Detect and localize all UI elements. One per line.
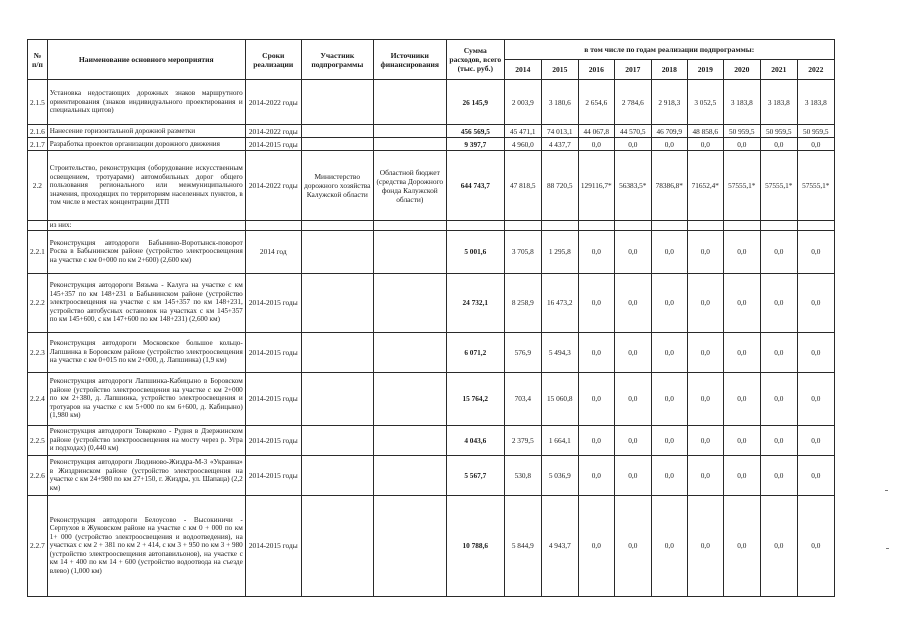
measure-name: Реконструкция автодороги Товарково - Рудня в Дзержинском районе (устройство электроосвещения на мосту через р. Угра и подходах) (0,440 км) <box>47 425 245 455</box>
year-value-2017: 0,0 <box>614 372 651 425</box>
year-value-2020: 0,0 <box>723 372 760 425</box>
year-value-2017: 0,0 <box>614 273 651 332</box>
year-value-2021: 57555,1* <box>760 151 797 221</box>
year-value-2017: 0,0 <box>614 230 651 273</box>
total-amount: 26 145,9 <box>446 80 504 125</box>
total-amount: 4 043,6 <box>446 425 504 455</box>
row-number: 2.1.6 <box>28 125 48 138</box>
year-value-2015 <box>541 221 578 231</box>
year-value-2019: 48 858,6 <box>687 125 723 138</box>
year-value-2018: 0,0 <box>651 425 687 455</box>
total-amount: 644 743,7 <box>446 151 504 221</box>
year-value-2019: 0,0 <box>687 273 723 332</box>
program-participant <box>301 221 373 231</box>
year-value-2015: 4 437,7 <box>541 138 578 151</box>
year-header-2020: 2020 <box>723 60 760 80</box>
year-header-2015: 2015 <box>541 60 578 80</box>
year-value-2020: 0,0 <box>723 138 760 151</box>
year-value-2015: 16 473,2 <box>541 273 578 332</box>
year-header-2014: 2014 <box>504 60 541 80</box>
table-row <box>28 372 835 425</box>
year-value-2017: 0,0 <box>614 455 651 495</box>
col-header-period: Сроки реализации <box>245 40 301 80</box>
year-header-2021: 2021 <box>760 60 797 80</box>
row-number <box>28 221 48 231</box>
year-value-2018: 0,0 <box>651 273 687 332</box>
year-value-2021: 50 959,5 <box>760 125 797 138</box>
table-row <box>28 495 835 596</box>
measure-name: Нанесение горизонтальной дорожной разметки <box>47 125 245 138</box>
year-value-2019: 0,0 <box>687 372 723 425</box>
year-value-2019: 0,0 <box>687 230 723 273</box>
year-value-2014: 2 003,9 <box>504 80 541 125</box>
program-participant <box>301 332 373 372</box>
year-value-2021: 0,0 <box>760 138 797 151</box>
row-number: 2.2.4 <box>28 372 48 425</box>
year-value-2014: 703,4 <box>504 372 541 425</box>
year-value-2019: 71652,4* <box>687 151 723 221</box>
year-value-2017: 44 570,5 <box>614 125 651 138</box>
measure-name: Реконструкция автодороги Бабынино-Воротынск-поворот Росва в Бабынинском районе (устройство электроосвещения на участке с км 0+000 по км 2+600) (2,600 км) <box>47 230 245 273</box>
program-participant <box>301 230 373 273</box>
year-value-2020: 3 183,8 <box>723 80 760 125</box>
year-value-2019: 0,0 <box>687 425 723 455</box>
year-value-2015: 1 664,1 <box>541 425 578 455</box>
financing-source <box>373 221 446 231</box>
total-amount: 5 001,6 <box>446 230 504 273</box>
col-header-name: Наименование основного мероприятия <box>47 40 245 80</box>
program-participant <box>301 495 373 596</box>
table-row <box>28 221 835 231</box>
implementation-period: 2014 год <box>245 230 301 273</box>
row-number: 2.1.7 <box>28 138 48 151</box>
total-amount <box>446 221 504 231</box>
year-value-2017: 2 784,6 <box>614 80 651 125</box>
col-header-sum: Сумма расходов, всего (тыс. руб.) <box>446 40 504 80</box>
program-participant: Министерство дорожного хозяйства Калужской области <box>301 151 373 221</box>
year-value-2015: 4 943,7 <box>541 495 578 596</box>
year-value-2018: 78386,8* <box>651 151 687 221</box>
year-value-2014: 530,8 <box>504 455 541 495</box>
measure-name: Реконструкция автодороги Людиново-Жиздра-М-3 «Украина» в Жиздринском районе (устройство электроосвещения на участке с км 24+980 по км 27+150, г. Жиздра, ул. Шапаца) (2,2 км) <box>47 455 245 495</box>
col-header-no: № п/п <box>28 40 48 80</box>
year-value-2019 <box>687 221 723 231</box>
year-value-2015: 5 036,9 <box>541 455 578 495</box>
financing-source <box>373 332 446 372</box>
measure-name: из них: <box>47 221 245 231</box>
table-row <box>28 273 835 332</box>
year-value-2022 <box>797 221 834 231</box>
implementation-period: 2014-2015 годы <box>245 495 301 596</box>
table-row <box>28 125 835 138</box>
year-value-2022: 50 959,5 <box>797 125 834 138</box>
year-value-2018: 0,0 <box>651 138 687 151</box>
total-amount: 5 567,7 <box>446 455 504 495</box>
year-value-2021: 0,0 <box>760 230 797 273</box>
year-value-2016: 0,0 <box>578 273 614 332</box>
row-number: 2.2 <box>28 151 48 221</box>
measure-name: Реконструкция автодороги Вязьма - Калуга на участке с км 145+357 по км 148+231 в Бабынинском районе (устройство электроосвещения на участке с км 145+357 по км 148+231, устройство автобусных остановок на участках с км 145+357 по км 145+600, с км 147+600 по км 148+231) (2,600 км) <box>47 273 245 332</box>
year-value-2022: 3 183,8 <box>797 80 834 125</box>
program-table <box>27 39 835 597</box>
table-row <box>28 151 835 221</box>
year-value-2022: 0,0 <box>797 372 834 425</box>
implementation-period: 2014-2015 годы <box>245 455 301 495</box>
total-amount: 15 764,2 <box>446 372 504 425</box>
year-value-2022: 57555,1* <box>797 151 834 221</box>
row-number: 2.2.6 <box>28 455 48 495</box>
margin-tick <box>886 548 889 549</box>
year-value-2020: 0,0 <box>723 495 760 596</box>
year-value-2019: 0,0 <box>687 138 723 151</box>
year-value-2018: 2 918,3 <box>651 80 687 125</box>
year-value-2014: 45 471,1 <box>504 125 541 138</box>
financing-source <box>373 125 446 138</box>
year-value-2020: 0,0 <box>723 273 760 332</box>
col-header-participant: Участник подпрограммы <box>301 40 373 80</box>
year-value-2021: 0,0 <box>760 273 797 332</box>
year-value-2017: 56383,5* <box>614 151 651 221</box>
year-header-2017: 2017 <box>614 60 651 80</box>
implementation-period: 2014-2015 годы <box>245 138 301 151</box>
year-value-2015: 3 180,6 <box>541 80 578 125</box>
year-value-2021: 0,0 <box>760 332 797 372</box>
measure-name: Реконструкция автодороги Московское большое кольцо-Лапшинка в Боровском районе (устройство электроосвещения на участке с км 0+015 по км 2+000, д. Лапшинка) (1,9 км) <box>47 332 245 372</box>
total-amount: 10 788,6 <box>446 495 504 596</box>
program-participant <box>301 80 373 125</box>
program-participant <box>301 138 373 151</box>
year-value-2018: 0,0 <box>651 455 687 495</box>
year-value-2016: 2 654,6 <box>578 80 614 125</box>
year-value-2019: 0,0 <box>687 455 723 495</box>
year-value-2020: 57555,1* <box>723 151 760 221</box>
year-value-2014: 47 818,5 <box>504 151 541 221</box>
row-number: 2.2.7 <box>28 495 48 596</box>
year-header-2016: 2016 <box>578 60 614 80</box>
year-value-2016: 0,0 <box>578 372 614 425</box>
measure-name: Строительство, реконструкция (оборудование искусственным освещением, тротуарами) автомобильных дорог общего пользования регионального или межмуниципального значения, проходящих по территориям населенных пунктов, в том числе в местах концентрации ДТП <box>47 151 245 221</box>
year-value-2017: 0,0 <box>614 495 651 596</box>
year-value-2018: 46 709,9 <box>651 125 687 138</box>
year-value-2016 <box>578 221 614 231</box>
program-participant <box>301 455 373 495</box>
measure-name: Разработка проектов организации дорожного движения <box>47 138 245 151</box>
year-value-2020: 0,0 <box>723 425 760 455</box>
year-value-2015: 88 720,5 <box>541 151 578 221</box>
program-participant <box>301 425 373 455</box>
year-value-2017 <box>614 221 651 231</box>
year-value-2022: 0,0 <box>797 425 834 455</box>
year-value-2019: 0,0 <box>687 495 723 596</box>
financing-source <box>373 425 446 455</box>
year-value-2017: 0,0 <box>614 425 651 455</box>
year-value-2014 <box>504 221 541 231</box>
margin-tick <box>885 490 888 491</box>
year-value-2019: 0,0 <box>687 332 723 372</box>
table-row <box>28 332 835 372</box>
row-number: 2.1.5 <box>28 80 48 125</box>
year-value-2022: 0,0 <box>797 455 834 495</box>
table-row <box>28 425 835 455</box>
year-value-2018: 0,0 <box>651 495 687 596</box>
year-value-2022: 0,0 <box>797 138 834 151</box>
year-value-2014: 2 379,5 <box>504 425 541 455</box>
financing-source <box>373 372 446 425</box>
col-header-by-years: в том числе по годам реализации подпрограммы: <box>504 40 834 60</box>
total-amount: 6 071,2 <box>446 332 504 372</box>
implementation-period <box>245 221 301 231</box>
year-header-2018: 2018 <box>651 60 687 80</box>
year-value-2021: 0,0 <box>760 455 797 495</box>
implementation-period: 2014-2015 годы <box>245 372 301 425</box>
implementation-period: 2014-2015 годы <box>245 332 301 372</box>
table-row <box>28 230 835 273</box>
implementation-period: 2014-2022 годы <box>245 125 301 138</box>
year-value-2016: 0,0 <box>578 495 614 596</box>
table-row <box>28 138 835 151</box>
col-header-sources: Источники финансирования <box>373 40 446 80</box>
year-value-2014: 4 960,0 <box>504 138 541 151</box>
row-number: 2.2.5 <box>28 425 48 455</box>
table-row <box>28 455 835 495</box>
year-value-2015: 1 295,8 <box>541 230 578 273</box>
program-participant <box>301 125 373 138</box>
financing-source <box>373 80 446 125</box>
program-participant <box>301 273 373 332</box>
year-value-2020: 0,0 <box>723 455 760 495</box>
year-value-2016: 0,0 <box>578 425 614 455</box>
financing-source <box>373 138 446 151</box>
measure-name: Установка недостающих дорожных знаков маршрутного ориентирования (знаков индивидуального проектирования и специальных щитов) <box>47 80 245 125</box>
table-row <box>28 80 835 125</box>
year-value-2019: 3 052,5 <box>687 80 723 125</box>
year-value-2018: 0,0 <box>651 372 687 425</box>
year-value-2022: 0,0 <box>797 273 834 332</box>
implementation-period: 2014-2022 годы <box>245 80 301 125</box>
year-value-2020: 0,0 <box>723 230 760 273</box>
year-value-2016: 0,0 <box>578 455 614 495</box>
year-value-2022: 0,0 <box>797 332 834 372</box>
total-amount: 456 569,5 <box>446 125 504 138</box>
year-value-2016: 0,0 <box>578 332 614 372</box>
year-value-2022: 0,0 <box>797 495 834 596</box>
total-amount: 24 732,1 <box>446 273 504 332</box>
year-value-2017: 0,0 <box>614 138 651 151</box>
year-value-2021: 0,0 <box>760 372 797 425</box>
year-value-2014: 5 844,9 <box>504 495 541 596</box>
year-value-2021 <box>760 221 797 231</box>
row-number: 2.2.3 <box>28 332 48 372</box>
year-header-2022: 2022 <box>797 60 834 80</box>
year-value-2020: 0,0 <box>723 332 760 372</box>
year-value-2020: 50 959,5 <box>723 125 760 138</box>
financing-source <box>373 495 446 596</box>
year-value-2021: 0,0 <box>760 425 797 455</box>
measure-name: Реконструкция автодороги Лапшинка-Кабицыно в Боровском районе (устройство электроосвещения на участке с км 2+000 по км 2+380, д. Лапшинка, устройство электроосвещения и тротуаров на участке с км 5+000 по км 6+600, д. Кабицыно) (1,980 км) <box>47 372 245 425</box>
year-value-2015: 5 494,3 <box>541 332 578 372</box>
year-value-2021: 0,0 <box>760 495 797 596</box>
year-header-2019: 2019 <box>687 60 723 80</box>
financing-source: Областной бюджет (средства Дорожного фонда Калужской области) <box>373 151 446 221</box>
implementation-period: 2014-2015 годы <box>245 425 301 455</box>
year-value-2018: 0,0 <box>651 230 687 273</box>
year-value-2015: 74 013,1 <box>541 125 578 138</box>
year-value-2014: 3 705,8 <box>504 230 541 273</box>
financing-source <box>373 230 446 273</box>
year-value-2016: 0,0 <box>578 230 614 273</box>
year-value-2015: 15 060,8 <box>541 372 578 425</box>
year-value-2020 <box>723 221 760 231</box>
year-value-2022: 0,0 <box>797 230 834 273</box>
year-value-2018: 0,0 <box>651 332 687 372</box>
measure-name: Реконструкция автодороги Белоусово - Высокиничи - Серпухов в Жуковском районе на участке с км 0 + 000 по км 1+ 000 (устройство электроосвещения и водоотведения), на участках с км 2 + 381 по км 2 + 414, с км 3 + 950 по км 3 + 980 (устройство электроосвещения автопавильонов), на участке с км 14 + 400 по км 14 + 600 (устройство водоотвода на съезде влево) (1,000 км) <box>47 495 245 596</box>
year-value-2014: 576,9 <box>504 332 541 372</box>
year-value-2016: 44 067,8 <box>578 125 614 138</box>
year-value-2017: 0,0 <box>614 332 651 372</box>
year-value-2021: 3 183,8 <box>760 80 797 125</box>
program-participant <box>301 372 373 425</box>
year-value-2016: 129116,7* <box>578 151 614 221</box>
row-number: 2.2.1 <box>28 230 48 273</box>
year-value-2018 <box>651 221 687 231</box>
implementation-period: 2014-2015 годы <box>245 273 301 332</box>
year-value-2016: 0,0 <box>578 138 614 151</box>
year-value-2014: 8 258,9 <box>504 273 541 332</box>
financing-source <box>373 455 446 495</box>
total-amount: 9 397,7 <box>446 138 504 151</box>
financing-source <box>373 273 446 332</box>
row-number: 2.2.2 <box>28 273 48 332</box>
implementation-period: 2014-2022 годы <box>245 151 301 221</box>
